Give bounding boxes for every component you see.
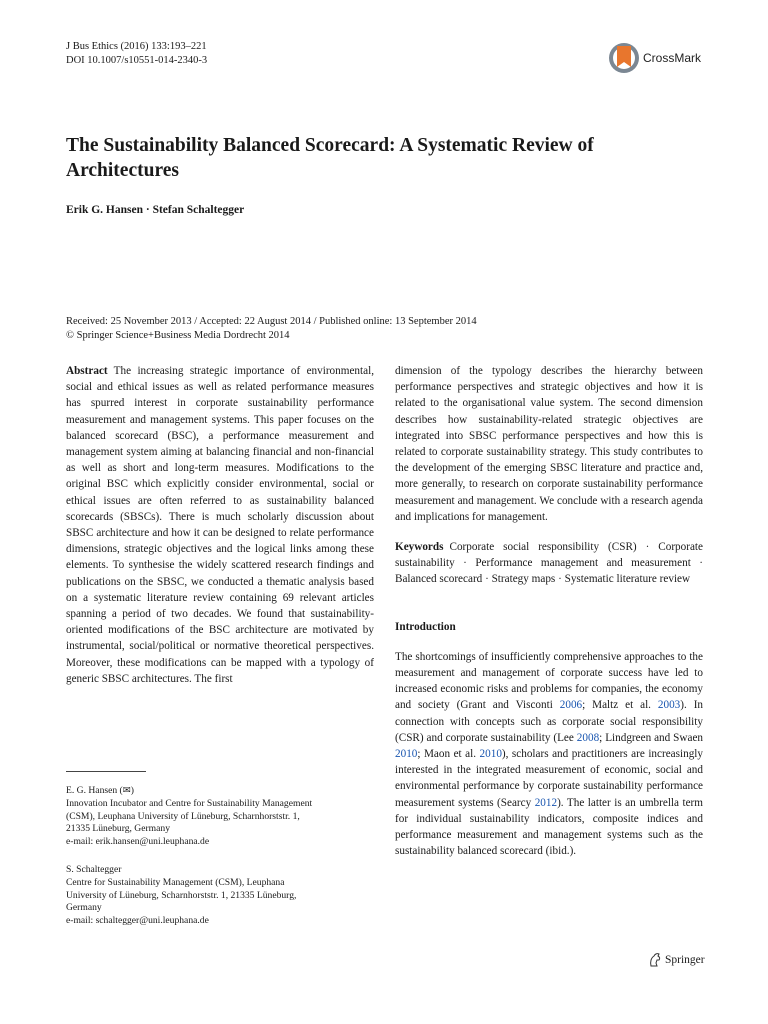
abstract-text-part1: The increasing strategic importance of environmental, social and ethical issues as well as related performance measures has spurred interest in corporate sustainability performance measurement and management systems. This paper focuses on the balanced scorecard (BSC), a performance measurement and management system aiming at balancing financial and non-financial as well as short and long-term measures. Modifications to the original BSC which explicitly consider environmental, social or ethical issues are often referred to as sustainability balanced scorecards (SBSCs). There is much scholarly discussion about SBSC architecture and how it can be designed to relate performance dimensions, strategic objectives and the logical links among these elements. To synthesise the widely scattered research findings and publications on the SBSC, we conducted a thematic analysis based on a systematic literature review containing 69 relevant articles spanning a period of two decades. We found that sustainability-oriented modifications of the BSC architecture are motivated by instrumental, social/political or normative theoretical perspectives. Moreover, these modifications can be mapped with a typology of generic SBSC architectures. The first xyxy=(66,365,374,685)
crossmark-icon xyxy=(608,40,640,76)
abstract-label: Abstract xyxy=(66,365,108,377)
abstract xyxy=(66,363,374,687)
intro-text: ). In connection with concepts such as corporate social responsibility (CSR) and corporate sustainability (Lee xyxy=(395,699,704,744)
citation-link[interactable]: 2003 xyxy=(657,699,681,712)
copyright: © Springer Science+Business Media Dordrecht 2014 xyxy=(66,330,290,341)
introduction-paragraph xyxy=(395,649,703,860)
keywords-text: Corporate social responsibility (CSR) · Corporate sustainability · Performance management and measurement · Balanced scorecard · Strategy maps · Systematic literature review xyxy=(395,541,703,586)
citation-link[interactable]: 2010 xyxy=(479,748,502,761)
crossmark-label: CrossMark xyxy=(643,51,702,65)
affiliation-hansen xyxy=(66,785,376,849)
abstract-left-column xyxy=(66,363,374,687)
affiliation-line: (CSM), Leuphana University of Lüneburg, Scharnhorststr. 1, xyxy=(66,810,300,822)
citation-link[interactable]: 2010 xyxy=(395,748,418,761)
affiliation-name: S. Schaltegger xyxy=(66,864,122,875)
intro-text: ; Lindgreen and Swaen xyxy=(599,731,704,744)
affiliation-line: Innovation Incubator and Centre for Sustainability Management xyxy=(66,797,313,809)
journal-line: J Bus Ethics (2016) 133:193–221 xyxy=(66,41,207,52)
abstract-text-part2: dimension of the typology describes the hierarchy between performance perspectives and strategic objectives and how it is related to the organisational value system. The second dimension describes how sustainability-related strategic objectives are integrated into SBSC performance perspectives and how this is related to corporate sustainability strategy. This study contributes to the development of the emerging SBSC literature and practice and, more generally, to research on corporate sustainability performance measurement and management. We conclude with a research agenda and implications for management. xyxy=(395,365,703,523)
article-title: The Sustainability Balanced Scorecard: A Systematic Review of Architectures xyxy=(66,135,594,181)
publisher-logo xyxy=(648,952,705,968)
publisher-name: Springer xyxy=(665,954,705,966)
footnote-divider xyxy=(66,771,146,772)
intro-text: ). The latter is an umbrella term for individual sustainability indicators, composite indices and performance measurement and management systems such as the sustainability balanced scorecard (ibid.). xyxy=(395,796,703,858)
affiliation-line: University of Lüneburg, Scharnhorststr. 1, 21335 Lüneburg, xyxy=(66,889,297,901)
keywords xyxy=(395,539,703,588)
crossmark-badge[interactable] xyxy=(608,40,701,76)
affiliation-line: 21335 Lüneburg, Germany xyxy=(66,823,170,835)
right-column xyxy=(395,363,703,859)
affiliation-schaltegger xyxy=(66,864,376,928)
affiliation-email[interactable]: e-mail: erik.hansen@uni.leuphana.de xyxy=(66,836,210,848)
intro-text: The shortcomings of insufficiently comprehensive approaches to the measurement and management of corporate success have led to increased economic risks and problems for companies, the economy and society (Grant and Visconti xyxy=(395,650,703,712)
keywords-label: Keywords xyxy=(395,541,444,554)
dates-line: Received: 25 November 2013 / Accepted: 22 August 2014 / Published online: 13 September 2014 xyxy=(66,316,477,327)
intro-text: ; Maltz et al. xyxy=(582,699,658,712)
affiliation-line: Centre for Sustainability Management (CSM), Leuphana xyxy=(66,876,285,888)
affiliation-email[interactable]: e-mail: schaltegger@uni.leuphana.de xyxy=(66,915,209,927)
journal-citation xyxy=(66,40,207,68)
intro-text: ), scholars and practitioners are increasingly interested in the integrated measurement of economic, social and environmental performance by corporate sustainability performance measurement systems (Searcy xyxy=(395,748,703,809)
affiliation-line: Germany xyxy=(66,902,102,914)
publication-dates xyxy=(66,315,477,343)
citation-link[interactable]: 2008 xyxy=(576,731,600,744)
doi[interactable]: DOI 10.1007/s10551-014-2340-3 xyxy=(66,55,208,66)
citation-link[interactable]: 2006 xyxy=(559,699,583,712)
springer-horse-icon xyxy=(648,952,662,968)
intro-text: ; Maon et al. xyxy=(417,748,480,761)
section-heading-introduction: Introduction xyxy=(395,620,456,633)
authors: Erik G. Hansen · Stefan Schaltegger xyxy=(66,204,245,216)
affiliation-name: E. G. Hansen (✉) xyxy=(66,785,134,796)
citation-link[interactable]: 2012 xyxy=(534,796,558,809)
